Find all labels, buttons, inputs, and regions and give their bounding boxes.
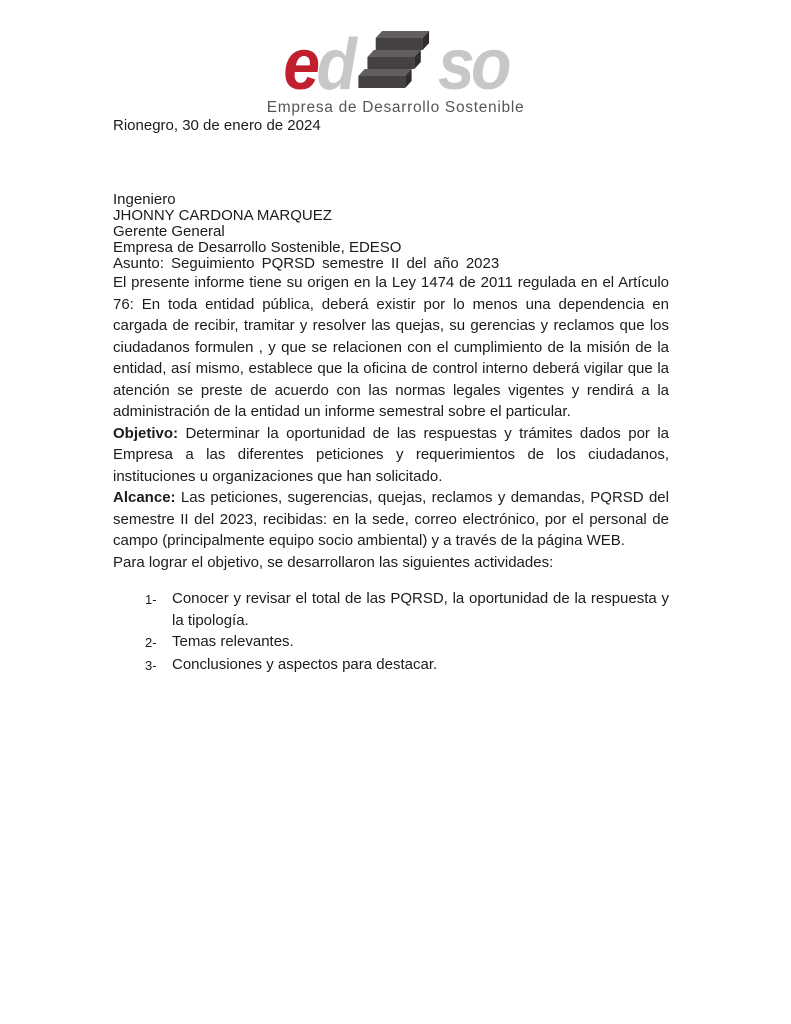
letter-body xyxy=(113,118,669,676)
list-item-text: Conclusiones y aspectos para destacar. xyxy=(172,655,438,673)
logo-tagline: Empresa de Desarrollo Sostenible xyxy=(266,99,525,116)
list-item-text: Temas relevantes. xyxy=(172,633,294,650)
date-line: Rionegro, 30 de enero de 2024 xyxy=(113,117,321,134)
activities-list xyxy=(113,588,669,676)
edeso-wordmark xyxy=(32,25,760,105)
logo-letter-e: e xyxy=(283,25,317,105)
alcance-text: Las peticiones, sugerencias, quejas, reclamos y demandas, PQRSD del semestre II del 2023, recibidas: en la sede, correo electrónico, por el personal de campo (principalmente equipo socio ambiental) y a través de la página WEB. xyxy=(113,489,669,549)
activities-intro: Para lograr el objetivo, se desarrollaron las siguientes actividades: xyxy=(113,553,554,571)
stacked-bars-icon xyxy=(358,30,435,89)
list-item xyxy=(145,631,669,654)
recipient-company: Empresa de Desarrollo Sostenible, EDESO xyxy=(113,239,402,256)
objetivo-label: Objetivo: xyxy=(113,424,179,442)
edeso-logo xyxy=(0,25,791,117)
alcance-label: Alcance: xyxy=(113,489,176,506)
recipient-name: JHONNY CARDONA MARQUEZ xyxy=(113,207,332,224)
recipient-role: Gerente General xyxy=(113,223,225,240)
alcance-paragraph xyxy=(113,487,669,552)
logo-letter-d: d xyxy=(316,25,354,105)
subject-line: Asunto: Seguimiento PQRSD semestre II del año 2023 xyxy=(113,255,500,272)
recipient-block xyxy=(113,192,669,256)
objetivo-paragraph xyxy=(113,423,669,488)
list-item xyxy=(145,588,669,631)
list-item-number: 1- xyxy=(145,592,157,607)
list-item-number: 3- xyxy=(145,657,157,673)
objetivo-text: Determinar la oportunidad de las respuestas y trámites dados por la Empresa a las diferentes peticiones y requerimientos de los ciudadanos, instituciones u organizaciones que han solicitado. xyxy=(113,424,669,485)
list-item-text: Conocer y revisar el total de las PQRSD, la oportunidad de la respuesta y la tipología. xyxy=(172,590,669,629)
list-item xyxy=(145,654,669,677)
recipient-title: Ingeniero xyxy=(113,191,176,208)
list-item-number: 2- xyxy=(145,635,157,650)
intro-paragraph: El presente informe tiene su origen en la Ley 1474 de 2011 regulada en el Artículo 76: En toda entidad pública, deberá existir por lo menos una dependencia en cargada de recibir, tramitar y resolver las quejas, su gerencias y reclamos que los ciudadanos formulen , y que se relacionen con el cumplimiento de la misión de la entidad, así mismo, establece que la oficina de control interno deberá vigilar que la atención se preste de acuerdo con las normas legales vigentes y rendirá a la administración de la entidad un informe semestral sobre el particular. xyxy=(113,274,669,420)
logo-letters-so: so xyxy=(437,25,508,105)
